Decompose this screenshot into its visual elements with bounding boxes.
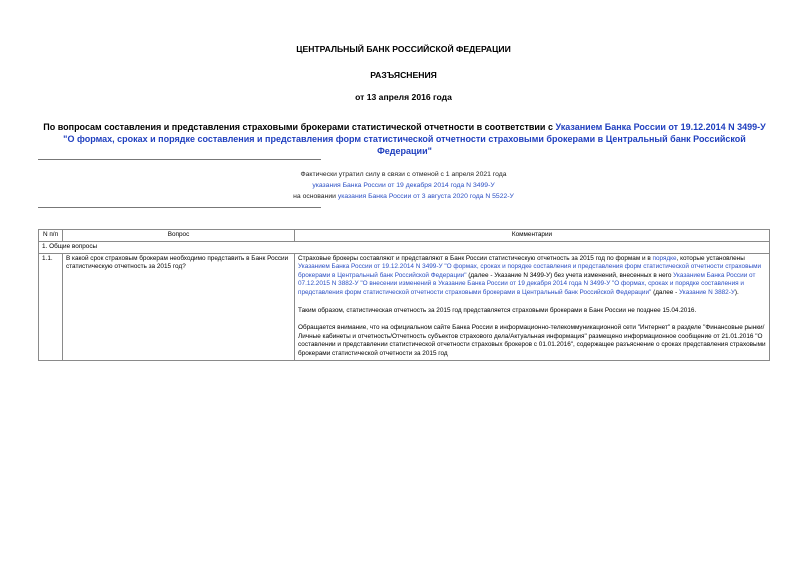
- comment-text: (далее - Указание N 3499-У) без учета изменений, внесенных в него: [466, 271, 674, 279]
- section-row: [39, 242, 770, 254]
- comment-link-order[interactable]: порядке: [652, 254, 677, 262]
- comment-paragraph-2: Таким образом, статистическая отчетность за 2015 год представляется страховыми брокерами в Банк России не позднее 15.04.2016.: [298, 306, 697, 314]
- table-row: [39, 253, 770, 360]
- section-title: 1. Общие вопросы: [39, 242, 770, 254]
- row-comment: [295, 253, 770, 360]
- qa-table: [38, 229, 770, 361]
- divider-top: [38, 159, 321, 160]
- row-question: В какой срок страховым брокерам необходимо представить в Банк России статистическую отчетность за 2015 год?: [63, 253, 295, 360]
- comment-paragraph-3: Обращается внимание, что на официальном сайте Банка России в информационно-телекоммуникационной сети "Интернет" в разделе "Финансовые рынки/Личные кабинеты и отчетность/Отчетность субъектов страхового дела/Актуальная информация" размещено информационное сообщение от 21.01.2016 "О составлении и представлении статистической отчетности страховых брокеров с 01.01.2016", содержащее разъяснение о сроках представления страховыми брокерами статистической отчетности за 2015 год: [298, 324, 766, 357]
- status-line-2: [0, 181, 807, 192]
- status-prefix: на основании: [293, 193, 338, 200]
- comment-text: (далее -: [651, 288, 680, 296]
- title-link-3499u[interactable]: Указанием Банка России от 19.12.2014 N 3499-У "О формах, сроках и порядке составления и представления форм статистической отчетности страховыми брокерами в Центральный банк Российской Федерации": [63, 122, 766, 156]
- row-number: 1.1.: [39, 253, 63, 360]
- status-line-3: [0, 192, 807, 203]
- document-type: РАЗЪЯСНЕНИЯ: [370, 70, 437, 80]
- col-header-comment: Комментарии: [295, 230, 770, 242]
- divider-bottom: [38, 207, 321, 208]
- table-header-row: [39, 230, 770, 242]
- comment-paragraph-1: [298, 255, 766, 298]
- status-line-1: Фактически утратил силу в связи с отменой с 1 апреля 2021 года: [300, 171, 507, 178]
- comment-link-3882u-short[interactable]: Указание N 3882-У: [679, 288, 735, 296]
- comment-text: ).: [734, 288, 739, 296]
- document-title: [38, 121, 771, 157]
- title-prefix: По вопросам составления и представления страховыми брокерами статистической отчетности в соответствии с: [43, 122, 556, 132]
- comment-text: , которые установлены: [676, 254, 745, 262]
- col-header-question: Вопрос: [63, 230, 295, 242]
- comment-link-3499u[interactable]: Указанием Банка России от 19.12.2014 N 3499-У "О формах, сроках и порядке составления и представления форм статистической отчетности страховыми брокерами в Центральный банк Российской Федерации": [298, 263, 762, 279]
- issuer-heading: ЦЕНТРАЛЬНЫЙ БАНК РОССИЙСКОЙ ФЕДЕРАЦИИ: [296, 44, 511, 54]
- comment-text: Страховые брокеры составляют и представляют в Банк России статистическую отчетность за 2015 год по формам и в: [298, 254, 653, 262]
- document-date: от 13 апреля 2016 года: [355, 92, 452, 102]
- comment-link-3882u[interactable]: Указанием Банка России от 07.12.2015 N 3882-У "О внесении изменений в Указание Банка России от 19 декабря 2014 года N 3499-У "О формах, сроках и порядке составления и представления форм статистической отчетности страховыми брокерами в Центральный банк Российской Федерации": [298, 271, 756, 296]
- col-header-num: N п/п: [39, 230, 63, 242]
- status-link-3499u[interactable]: указания Банка России от 19 декабря 2014 года N 3499-У: [312, 182, 495, 189]
- status-link-5522u[interactable]: указания Банка России от 3 августа 2020 года N 5522-У: [337, 193, 514, 200]
